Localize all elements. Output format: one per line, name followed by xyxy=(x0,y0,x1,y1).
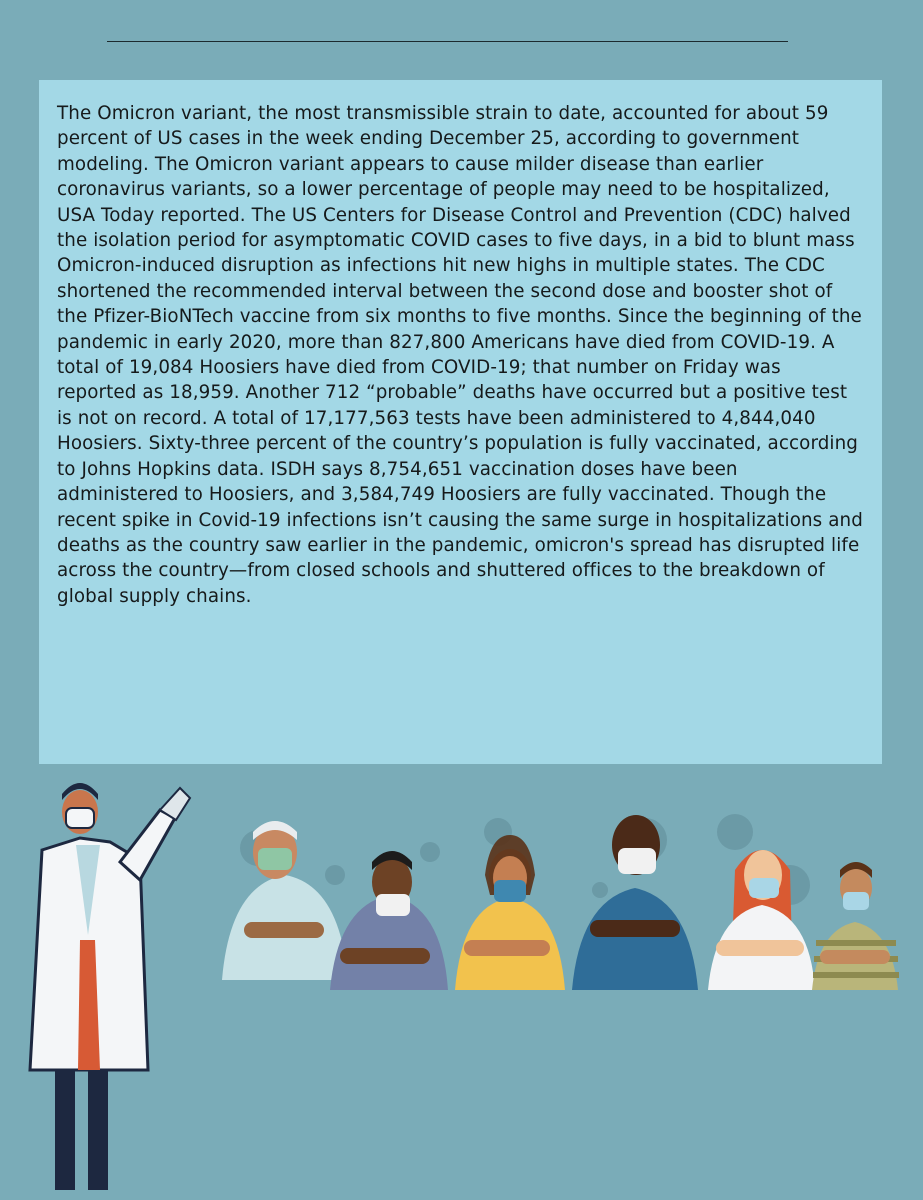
person-woman-yellow xyxy=(455,835,565,990)
person-boy-striped xyxy=(812,862,899,990)
article-paragraph: The Omicron variant, the most transmissible strain to date, accounted for about 59 percent of US cases in the week ending December 25, according to government modeling. The Omicron variant appears to cause milder disease than earlier coronavirus variants, so a lower percentage of people may need to be hospitalized, USA Today reported. The US Centers for Disease Control and Prevention (CDC) halved the isolation period for asymptomatic COVID cases to five days, in a bid to blunt mass Omicron-induced disruption as infections hit new highs in multiple states. The CDC shortened the recommended interval between the second dose and booster shot of the Pfizer-BioNTech vaccine from six months to five months. Since the beginning of the pandemic in early 2020, more than 827,800 Americans have died from COVID-19. A total of 19,084 Hoosiers have died from COVID-19; that number on Friday was reported as 18,959. Another 712 “probable” deaths have occurred but a positive test is not on record. A total of 17,177,563 tests have been administered to 4,844,040 Hoosiers. Sixty-three percent of the country’s population is fully vaccinated, according to Johns Hopkins data. ISDH says 8,754,651 vaccination doses have been administered to Hoosiers, and 3,584,749 Hoosiers are fully vaccinated. Though the recent spike in Covid-19 infections isn’t causing the same surge in hospitalizations and deaths as the country saw earlier in the pandemic, omicron's spread has disrupted life across the country—from closed schools and shuttered offices to the breakdown of global supply chains. xyxy=(57,103,863,607)
top-divider xyxy=(107,41,788,42)
vaccination-illustration xyxy=(0,770,923,1200)
person-young-man xyxy=(330,851,448,990)
person-man-blue xyxy=(572,815,698,990)
doctor-figure xyxy=(30,783,190,1190)
article-text-box xyxy=(39,80,882,764)
